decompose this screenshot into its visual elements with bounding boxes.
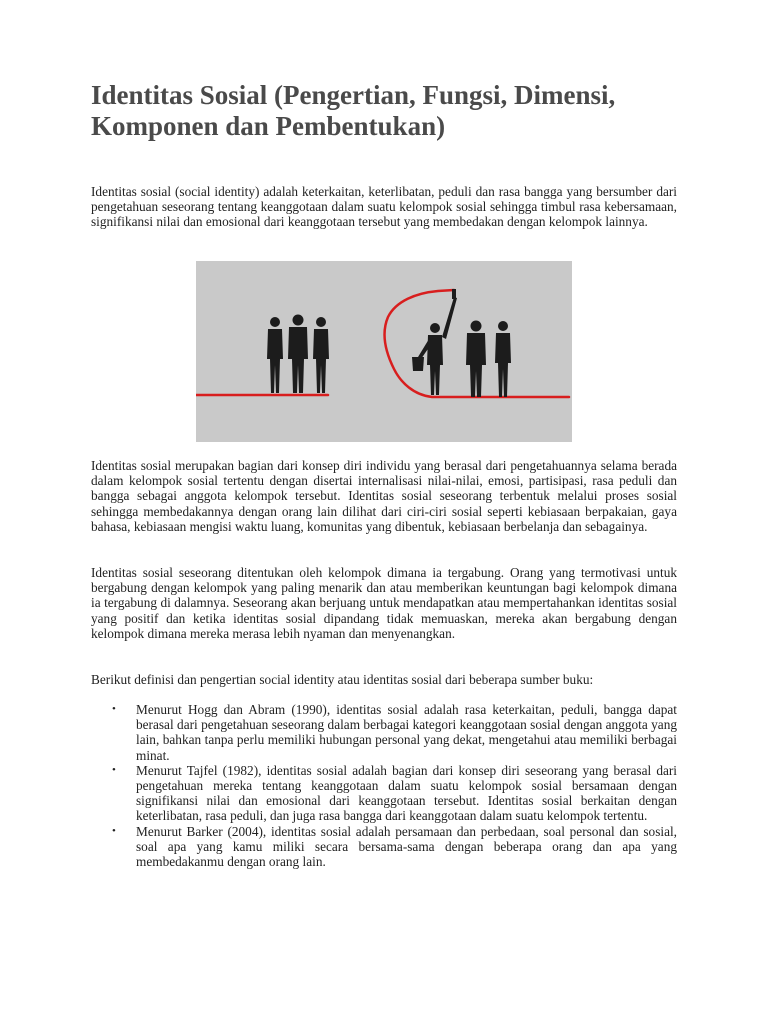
person-figure [466, 321, 486, 398]
person-figure [288, 315, 308, 394]
list-item-text: Menurut Hogg dan Abram (1990), identitas sosial adalah rasa keterkaitan, peduli, bangga dapat berasal dari pengetahuan seseorang dalam berbagai kategori keanggotaan sosial dengan anggota yang lain, bahkan tanpa perlu memiliki hubungan personal yang dekat, mengetahui atau memiliki berbagai minat. [136, 702, 677, 763]
body-paragraph-4: Berikut definisi dan pengertian social identity atau identitas sosial dari beberapa sumber buku: [91, 672, 594, 687]
illustration-svg [196, 261, 572, 442]
person-figure [313, 317, 329, 393]
intro-paragraph: Identitas sosial (social identity) adalah keterkaitan, keterlibatan, peduli dan rasa bangga yang bersumber dari pengetahuan seseorang tentang keanggotaan dalam suatu kelompok sosial sehingga timbul rasa kebersamaan, signifikansi nilai dan emosional dari keanggotaan tersebut yang membedakan dengan kelompok lainnya. [91, 184, 677, 230]
left-group-figures [267, 315, 329, 394]
list-item [110, 702, 677, 763]
definition-list [110, 702, 677, 869]
list-item [110, 824, 677, 870]
red-line [196, 290, 569, 397]
bullet-icon: • [112, 824, 116, 837]
list-item-text: Menurut Barker (2004), identitas sosial adalah persamaan dan perbedaan, soal personal dan sosial, soal apa yang kamu miliki secara bersama-sama dengan beberapa orang dan apa yang membedakanmu dengan orang lain. [136, 823, 677, 870]
right-group-figures [466, 321, 511, 398]
painter-figure [412, 289, 457, 395]
person-figure [267, 317, 283, 393]
bullet-icon: • [112, 703, 116, 715]
list-item [110, 763, 677, 824]
body-paragraph-2: Identitas sosial merupakan bagian dari konsep diri individu yang berasal dari pengetahuannya selama berada dalam kelompok sosial tertentu dengan disertai internalisasi nilai-nilai, emosi, partisipasi, rasa peduli dan bangga sebagai anggota kelompok tersebut. Identitas sosial seseorang terbentuk melalui proses sosial sehingga membedakannya dengan orang lain dilihat dari ciri-ciri sosial seperti kebiasaan berpakaian, gaya bahasa, kebiasaan mengisi waktu luang, komunitas yang dibentuk, kebiasaan berbelanja dan sebagainya. [91, 458, 677, 534]
body-paragraph-3: Identitas sosial seseorang ditentukan oleh kelompok dimana ia tergabung. Orang yang termotivasi untuk bergabung dengan kelompok yang paling menarik dan atau memberikan keuntungan bagi kelompok dimana ia tergabung di dalamnya. Seseorang akan berjuang untuk mendapatkan atau mempertahankan identitas sosial yang positif dan ketika identitas sosial dipandang tidak memuaskan, mereka akan bergabung dengan kelompok dimana mereka merasa lebih nyaman dan menyenangkan. [91, 565, 677, 641]
person-figure [495, 321, 511, 397]
bullet-icon: • [112, 763, 116, 776]
list-item-text: Menurut Tajfel (1982), identitas sosial adalah bagian dari konsep diri seseorang yang berasal dari pengetahuan mereka tentang keanggotaan dalam suatu kelompok sosial bersamaan dengan signifikansi nilai dan emosional dari keanggotaan tersebut. Identitas sosial berkaitan dengan keterlibatan, rasa peduli, dan juga rasa bangga dari keanggotaan dalam suatu kelompok tertentu. [136, 762, 677, 824]
illustration-social-identity [196, 261, 572, 442]
page-title: Identitas Sosial (Pengertian, Fungsi, Dimensi, Komponen dan Pembentukan) [91, 80, 616, 141]
